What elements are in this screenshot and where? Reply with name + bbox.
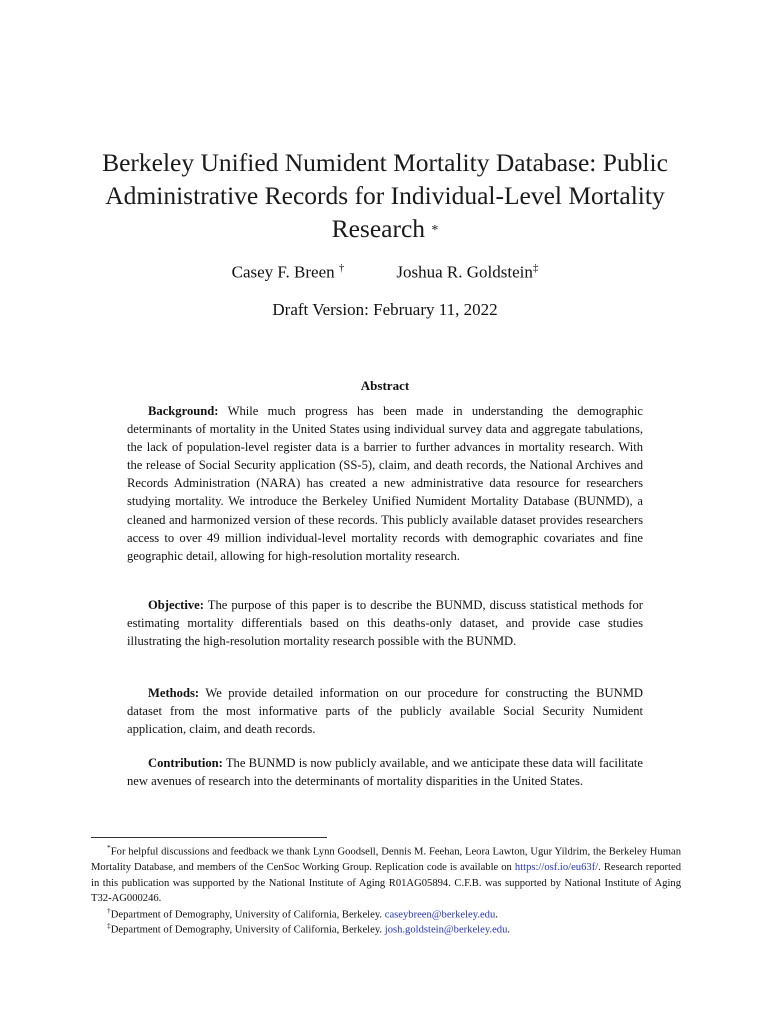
abstract-background bbox=[127, 402, 643, 565]
methods-text: We provide detailed information on our procedure for constructing the BUNMD dataset from the most informative parts of the publicly available Social Security Numident application, claim, and death records. bbox=[127, 686, 643, 737]
replication-code-link[interactable]: https://osf.io/eu63f/ bbox=[514, 862, 599, 874]
footnote-3 bbox=[91, 918, 681, 938]
author-2-mark: ‡ bbox=[532, 262, 539, 274]
footnote-3-email-link[interactable]: josh.goldstein@berkeley.edu bbox=[384, 924, 508, 936]
footnote-1-text-b: . Research reported in this publication was supported by the National Institute of Aging R01AG05894. C.F.B. was supported by National Institute of Aging T32-AG000246. bbox=[91, 862, 682, 905]
abstract-objective bbox=[127, 596, 643, 650]
author-1-mark: † bbox=[338, 262, 345, 274]
abstract-contribution bbox=[127, 754, 643, 790]
author-1 bbox=[232, 262, 345, 283]
footnote-3-text: Department of Demography, University of California, Berkeley. bbox=[110, 924, 383, 936]
paper-title bbox=[60, 146, 710, 245]
methods-label: Methods: bbox=[148, 686, 200, 700]
footnote-2-period: . bbox=[495, 909, 498, 921]
footnote-1 bbox=[91, 840, 681, 907]
footnote-2-email-link[interactable]: caseybreen@berkeley.edu bbox=[384, 909, 496, 921]
background-text: While much progress has been made in understanding the demographic determinants of mortality in the United States using individual survey data and aggregate tabulations, the lack of population-level register data is a barrier to further advances in mortality research. With the release of Social Security application (SS-5), claim, and death records, the National Archives and Records Administration (NARA) has created a new administrative data resource for researchers studying mortality. We introduce the Berkeley Unified Numident Mortality Database (BUNMD), a cleaned and harmonized version of these records. This publicly available dataset provides researchers access to over 49 million individual-level mortality records with demographic covariates and fine geographic detail, allowing for high-resolution mortality research. bbox=[127, 404, 644, 563]
contribution-label: Contribution: bbox=[148, 756, 223, 770]
author-1-name: Casey F. Breen bbox=[231, 262, 335, 282]
background-label: Background: bbox=[148, 404, 219, 418]
paper-title-text: Berkeley Unified Numident Mortality Database: Public Administrative Records for Individual-Level Mortality Research bbox=[102, 148, 668, 243]
footnote-3-mark: ‡ bbox=[107, 921, 111, 930]
footnote-3-period: . bbox=[507, 924, 511, 936]
footnote-2-text: Department of Demography, University of California, Berkeley. bbox=[110, 909, 383, 921]
abstract-heading: Abstract bbox=[360, 378, 410, 393]
author-list bbox=[0, 262, 770, 283]
objective-text: The purpose of this paper is to describe the BUNMD, discuss statistical methods for estimating mortality differentials based on this deaths-only dataset, and provide case studies illustrating the high-resolution mortality research possible with the BUNMD. bbox=[127, 598, 643, 649]
author-2 bbox=[396, 262, 538, 283]
footnote-1-text-a: For helpful discussions and feedback we thank Lynn Goodsell, Dennis M. Feehan, Leora Lawton, Ugur Yildrim, the Berkeley Human Mortality Database, and members of the CenSoc Working Group. Replication code is available on bbox=[91, 846, 681, 874]
footnote-1-mark: * bbox=[107, 843, 111, 852]
objective-label: Objective: bbox=[148, 598, 204, 612]
footnote-rule bbox=[91, 837, 327, 838]
author-2-name: Joshua R. Goldstein bbox=[396, 262, 533, 282]
draft-version: Draft Version: February 11, 2022 bbox=[272, 300, 498, 319]
title-footnote-mark: * bbox=[431, 223, 439, 238]
contribution-text: The BUNMD is now publicly available, and we anticipate these data will facilitate new avenues of research into the determinants of mortality disparities in the United States. bbox=[127, 756, 644, 789]
footnote-2-mark: † bbox=[107, 906, 111, 915]
abstract-methods bbox=[127, 684, 643, 738]
